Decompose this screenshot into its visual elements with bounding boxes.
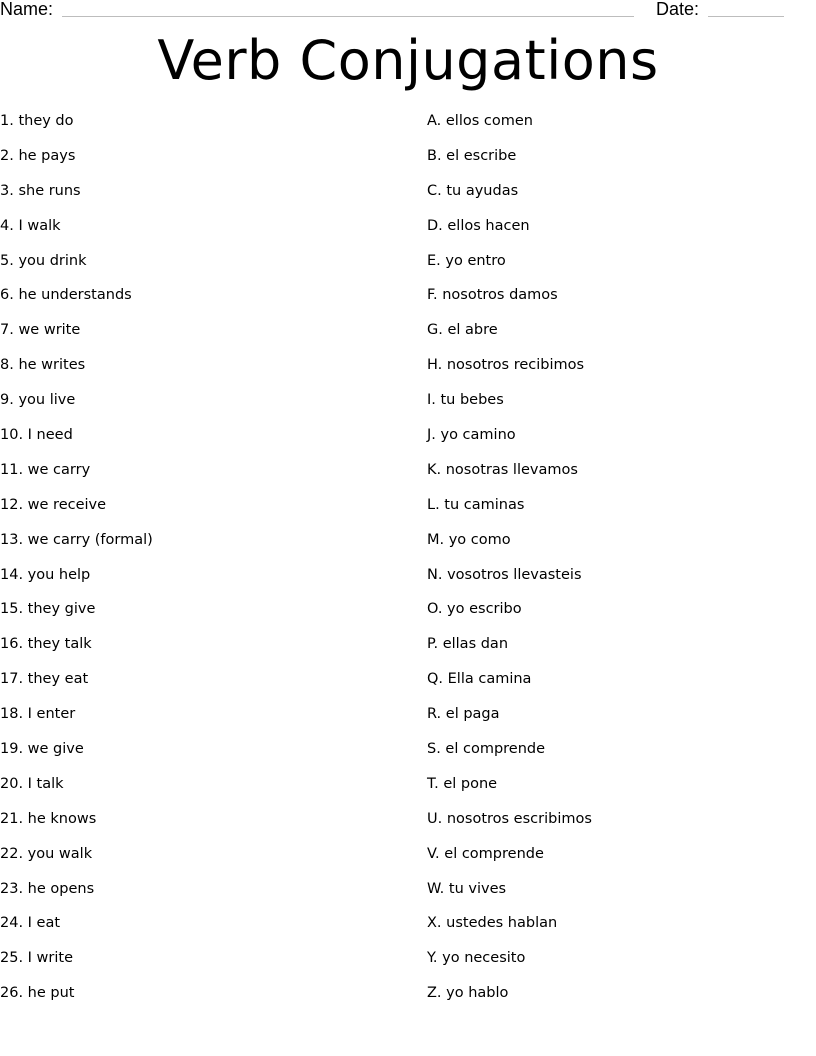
clue-item: 11. we carry	[0, 461, 91, 478]
clue-item: 17. they eat	[0, 671, 89, 688]
answer-item: Z. yo hablo	[427, 985, 509, 1002]
answer-item: T. el pone	[427, 775, 498, 792]
answer-item: J. yo camino	[427, 427, 516, 444]
clue-item: 16. they talk	[0, 636, 92, 653]
answer-item: I. tu bebes	[427, 392, 504, 409]
clue-item: 6. he understands	[0, 287, 132, 304]
answer-item: B. el escribe	[427, 147, 517, 164]
clue-item: 26. he put	[0, 985, 75, 1002]
clue-item: 8. he writes	[0, 357, 86, 374]
clue-item: 12. we receive	[0, 496, 107, 513]
clue-item: 15. they give	[0, 601, 96, 618]
answer-item: X. ustedes hablan	[427, 915, 558, 932]
clue-item: 21. he knows	[0, 810, 97, 827]
answer-list	[427, 111, 592, 1018]
answer-item: N. vosotros llevasteis	[427, 566, 582, 583]
clue-item: 23. he opens	[0, 880, 95, 897]
clue-item: 10. I need	[0, 427, 73, 444]
answer-item: M. yo como	[427, 531, 511, 548]
worksheet-header	[0, 0, 816, 24]
clue-item: 9. you live	[0, 392, 76, 409]
answer-item: F. nosotros damos	[427, 287, 558, 304]
answer-item: H. nosotros recibimos	[427, 357, 585, 374]
answer-item: C. tu ayudas	[427, 182, 519, 199]
answer-item: U. nosotros escribimos	[427, 810, 592, 827]
clue-item: 20. I talk	[0, 775, 64, 792]
clue-item: 22. you walk	[0, 845, 93, 862]
clue-item: 24. I eat	[0, 915, 61, 932]
answer-item: Q. Ella camina	[427, 671, 532, 688]
answer-item: L. tu caminas	[427, 496, 525, 513]
name-label: Name:	[0, 0, 54, 19]
clue-item: 25. I write	[0, 950, 74, 967]
clue-item: 14. you help	[0, 566, 91, 583]
answer-item: A. ellos comen	[427, 113, 533, 129]
clue-item: 13. we carry (formal)	[0, 531, 153, 548]
answer-item: S. el comprende	[427, 741, 546, 758]
answer-item: V. el comprende	[427, 845, 544, 862]
clue-item: 3. she runs	[0, 182, 81, 199]
clue-item: 2. he pays	[0, 147, 76, 164]
clue-item: 5. you drink	[0, 252, 87, 269]
date-label: Date:	[656, 0, 700, 19]
page-title: Verb Conjugations	[157, 29, 659, 92]
clue-item: 4. I walk	[0, 217, 61, 234]
answer-item: O. yo escribo	[427, 601, 522, 618]
answer-item: K. nosotras llevamos	[427, 461, 578, 478]
clue-item: 7. we write	[0, 322, 81, 339]
answer-item: G. el abre	[427, 322, 498, 339]
answer-item: W. tu vives	[427, 880, 507, 897]
answer-item: R. el paga	[427, 706, 500, 723]
date-blank-line	[708, 16, 784, 17]
answer-item: P. ellas dan	[427, 636, 509, 653]
clue-list	[0, 111, 153, 1018]
clue-item: 18. I enter	[0, 706, 76, 723]
clue-item: 1. they do	[0, 113, 74, 129]
answer-item: Y. yo necesito	[427, 950, 526, 967]
answer-item: D. ellos hacen	[427, 217, 530, 234]
name-blank-line	[62, 16, 634, 17]
clue-item: 19. we give	[0, 741, 84, 758]
answer-item: E. yo entro	[427, 252, 506, 269]
